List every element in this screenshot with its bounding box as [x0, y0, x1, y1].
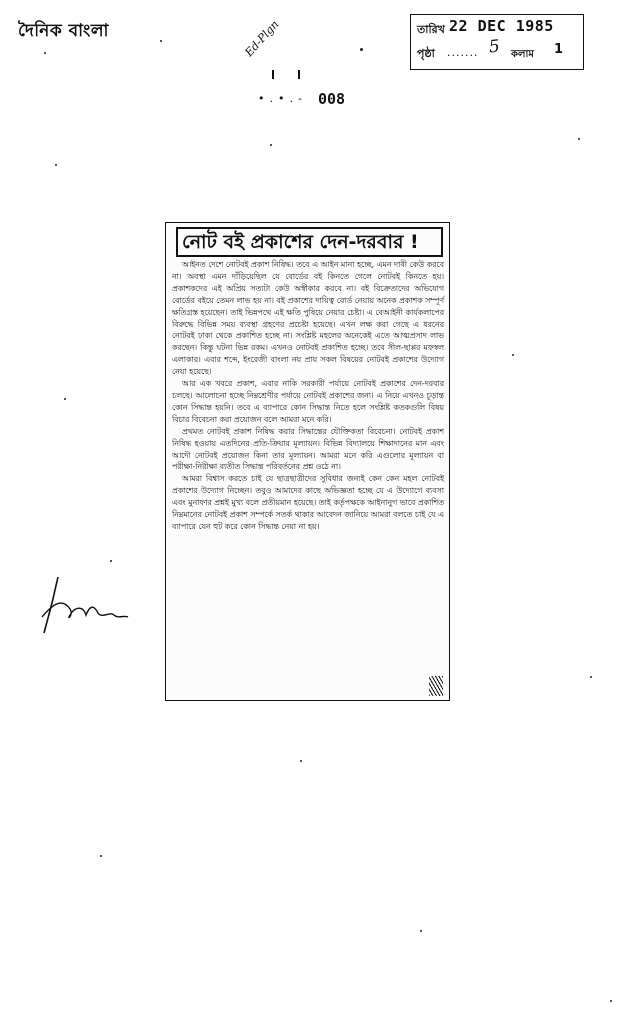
scan-speck — [110, 560, 112, 562]
dot-marks: •.•.- — [258, 92, 307, 105]
scan-speck — [578, 138, 580, 140]
scan-speck — [64, 398, 66, 400]
scan-speck — [55, 164, 57, 166]
reference-number: 008 — [318, 90, 346, 108]
article-paragraph: আর এক খবরে প্রকাশ, এবার নাকি সরকারী পর্যায়ে নোটবই প্রকাশের দেন-দরবার চলছে। আলোচনা হচ্ছে নিম্নশ্রেণীর পর্যায়ে নোটবই প্রকাশের জন্য। এ নিয়ে এখনও চূড়ান্ত কোন সিদ্ধান্ত হয়নি। তবে এ ব্যাপারে কোন সিদ্ধান্ত নিতে হলে সংশ্লিষ্ট কতকগুলি বিষয় বিচার বিবেচনা করা প্রয়োজন বলে আমরা মনে করি। — [172, 379, 444, 424]
scan-speck — [590, 676, 592, 678]
scan-speck — [420, 930, 422, 932]
scan-speck — [160, 40, 162, 42]
filing-stamp — [410, 14, 584, 70]
article-clipping — [165, 222, 450, 701]
signature-scribble — [40, 575, 130, 635]
tick-mark — [298, 70, 300, 79]
newspaper-name: দৈনিক বাংলা — [18, 21, 109, 41]
stamp-dotted-leader: ....... — [447, 46, 479, 59]
stamp-column-label: কলাম — [511, 49, 534, 60]
scan-speck — [270, 144, 272, 146]
scan-speck — [610, 1000, 612, 1002]
stamp-date-label: তারিখ — [417, 23, 445, 36]
scan-speck — [512, 354, 514, 356]
article-paragraph: আইনত দেশে নোটবই প্রকাশ নিষিদ্ধ। তবে এ আইন মানা হচ্ছে, এমন দাবী কেউ করবে না। অবস্থা এমন দাঁড়িয়েছিল যে বোর্ডের বই কিনতে গেলে নোটবই কিনতে হয়। প্রকাশকদের এই অপ্রিয় সত্যটা কেউ অস্বীকার করবে না। বই বিক্রেতাদের অভিযোগ বোর্ডের বইয়ে তেমন লাভ হয় না। বই প্রকাশের দায়িত্ব বোর্ড নেয়ায় অনেক প্রকাশক সম্পূর্ণ ক্ষতিগ্রস্ত হয়েছেন। তাই ভিন্নপথে এই ক্ষতি পুষিয়ে নেয়ার চেষ্টা। এ বেআইনী কার্যকলাপের বিরুদ্ধে বিভিন্ন সময় ব্যবস্থা গ্রহণের প্রচেষ্টা হয়েছে। এখন লক্ষ করা গেছে এ ধরনের নোটবই ঢাকা থেকে প্রকাশিত হচ্ছে না। সংশ্লিষ্ট মহলের অনেকেই এতে আত্মপ্রসাদ লাভ করছেন। কিন্তু ঘটনা ভিন্ন রকম। এখনও নোটবই প্রকাশিত হচ্ছে। তবে সীল-ছাপ্পর মফস্বল এলাকার। এবার শব্দে, ইংরেজী বাংলা নয় প্রায় সকল বিষয়ের নোটবই প্রকাশের উদ্যোগ নেয়া হয়েছে। — [172, 260, 444, 377]
article-paragraph: প্রথমত নোটবই প্রকাশ নিষিদ্ধ করার সিদ্ধান্তের যৌক্তিকতা বিবেচনা। নোটবই প্রকাশ নিষিদ্ধ হওয়ায় এতদিনের প্রতি-ক্রিয়ার মূল্যায়ন। বিভিন্ন বিদ্যালয়ে শিক্ষাদানের মান এবং আদৌ নোটবই প্রয়োজন কিনা তার মূল্যায়ন। আমরা মনে করি এগুলোর মূল্যায়ন বা পরীক্ষা-নিরীক্ষা ব্যতীত সিদ্ধান্ত পরিবর্তনের প্রশ্ন ওঠে না। — [172, 426, 444, 472]
article-title: নোট বই প্রকাশের দেন-দরবার ! — [176, 227, 443, 257]
stamp-page-value: 5 — [487, 36, 501, 58]
stamp-column-value: 1 — [554, 42, 564, 57]
scan-speck — [360, 48, 363, 51]
article-body — [166, 259, 449, 533]
scan-speck — [100, 855, 102, 857]
stamp-date-value: 22 DEC 1985 — [449, 17, 554, 35]
scan-speck — [300, 760, 302, 762]
scan-speck — [44, 52, 46, 54]
handwritten-note: Ed-Plgn — [242, 17, 282, 60]
tick-mark — [272, 70, 274, 79]
article-paragraph: আমরা বিশ্বাস করতে চাই যে ছাত্রছাত্রীদের সুবিধার জন্যই কেন কেন মহল নোটবই প্রকাশের উদ্যোগ নিচ্ছেন। তবুও আমাদের কাছে অভিজ্ঞতা হচ্ছে যে এ উদ্যোগে ব্যবসা এবং মুনাফার প্রশ্নই মুখ্য বলে প্রতীয়মান হয়েছে। তাই কর্তৃপক্ষকে আইনানুগ ভাবে প্রকাশিত নিম্নমানের নোটবই প্রকাশ সম্পর্কে সতর্ক থাকার আবেদন জানিয়ে আমরা বলতে চাই যে এ ব্যাপারে যেন হুট করে কোন সিদ্ধান্ত নেয়া না হয়। — [172, 474, 444, 531]
stamp-page-label: পৃষ্ঠা — [417, 47, 435, 60]
hatch-mark — [429, 676, 443, 696]
